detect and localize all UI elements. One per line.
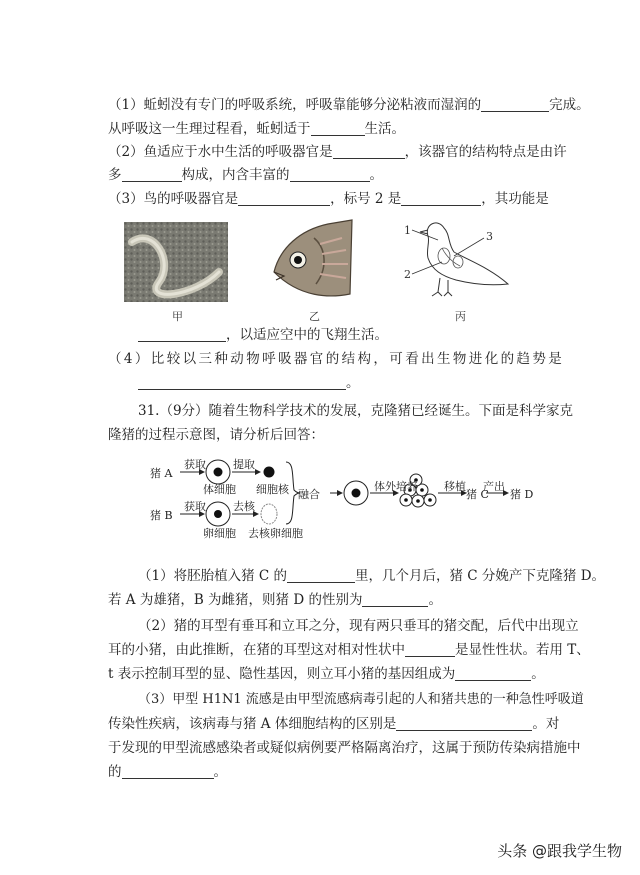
q1-line1: （1）蚯蚓没有专门的呼吸系统，呼吸靠能够分泌粘液而湿润的 完成。 [108,97,590,113]
earthworm-photo [124,222,228,302]
sub2-line2: 耳的小猪，由此推断，在猪的耳型这对相对性状中 是显性性状。若用 T、 [108,642,590,658]
sub3-line4: 的 。 [108,764,227,780]
figure-caption-b: 乙 [309,310,320,323]
q31-line1: 31.（9分）随着生物科学技术的发展，克隆猪已经诞生。下面是科学家克 [138,403,574,419]
answer-blank[interactable] [290,167,370,182]
label-enucleated-egg: 去核卵细胞 [248,527,303,540]
answer-blank[interactable] [287,568,355,583]
sub1-line2: 若 A 为雄猪，B 为雌猪，则猪 D 的性别为 。 [108,592,442,608]
sub2-line1: （2）猪的耳型有垂耳和立耳之分，现有两只垂耳的猪交配，后代中出现立 [138,618,579,634]
sub3-line3: 于发现的甲型流感感染者或疑似病例要严格隔离治疗，这属于预防传染病措施中 [108,740,581,756]
label-egg-cell: 卵细胞 [203,527,236,540]
sub3-line2: 传染性疾病，该病毒与猪 A 体细胞结构的区别是 。对 [108,716,560,732]
answer-blank[interactable] [362,592,428,607]
answer-blank[interactable] [455,666,531,681]
answer-blank[interactable] [405,642,455,657]
q3-line2: ，以适应空中的飞翔生活。 [138,326,388,344]
sub3-line1: （3）甲型 H1N1 流感是由甲型流感病毒引起的人和猪共患的一种急性呼吸道 [138,692,584,707]
q2-line2: 多 构成，内含丰富的 。 [108,167,383,183]
q1-line2: 从呼吸这一生理过程看，蚯蚓适于 生活。 [108,121,405,137]
label-fusion: 融合 [298,488,320,501]
answer-blank[interactable] [138,327,226,342]
label-culture: 体外培养 [374,480,418,493]
bird-label-2: 2 [404,268,411,281]
label-pig-b: 猪 B [150,509,173,522]
label-transplant: 移植 [444,480,466,493]
label-pig-a: 猪 A [150,467,173,480]
label-enucleate: 去核 [233,500,255,513]
label-obtain-a: 获取 [184,458,206,471]
q31-line2: 隆猪的过程示意图，请分析后回答： [108,427,324,443]
q3-line1: （3）鸟的呼吸器官是 ，标号 2 是 ，其功能是 [108,191,549,207]
sub2-line3: t 表示控制耳型的显、隐性基因，则立耳小猪的基因组成为 。 [108,666,545,682]
answer-blank[interactable] [401,191,481,206]
figure-caption-a: 甲 [172,310,183,323]
answer-blank[interactable] [238,191,330,206]
q4-line2: 。 [138,374,360,392]
label-nucleus: 细胞核 [256,483,289,496]
answer-blank[interactable] [333,144,405,159]
label-pig-d: 猪 D [510,488,534,501]
bird-label-1: 1 [404,224,411,237]
answer-blank[interactable] [122,764,214,779]
fish-head-illustration [270,218,356,302]
label-birth: 产出 [483,480,505,493]
label-pig-c: 猪 C [466,488,489,501]
watermark: 头条 @跟我学生物 [497,842,622,860]
bird-label-3: 3 [486,230,493,243]
q2-line1: （2）鱼适应于水中生活的呼吸器官是 ，该器官的结构特点是由许 [108,144,567,160]
answer-blank[interactable] [396,716,532,731]
figure-caption-c: 丙 [455,310,466,323]
label-extract: 提取 [233,458,255,471]
answer-blank[interactable] [481,97,549,112]
sub1-line1: （1）将胚胎植入猪 C 的 里，几个月后，猪 C 分娩产下克隆猪 D。 [138,568,606,584]
answer-blank[interactable] [122,167,182,182]
label-body-cell: 体细胞 [203,483,236,496]
answer-blank[interactable] [311,121,365,136]
answer-blank[interactable] [138,375,346,390]
q4-line1: （4）比较以三种动物呼吸器官的结构，可看出生物进化的趋势是 [108,351,565,367]
label-obtain-b: 获取 [184,500,206,513]
bird-diagram [398,212,512,304]
